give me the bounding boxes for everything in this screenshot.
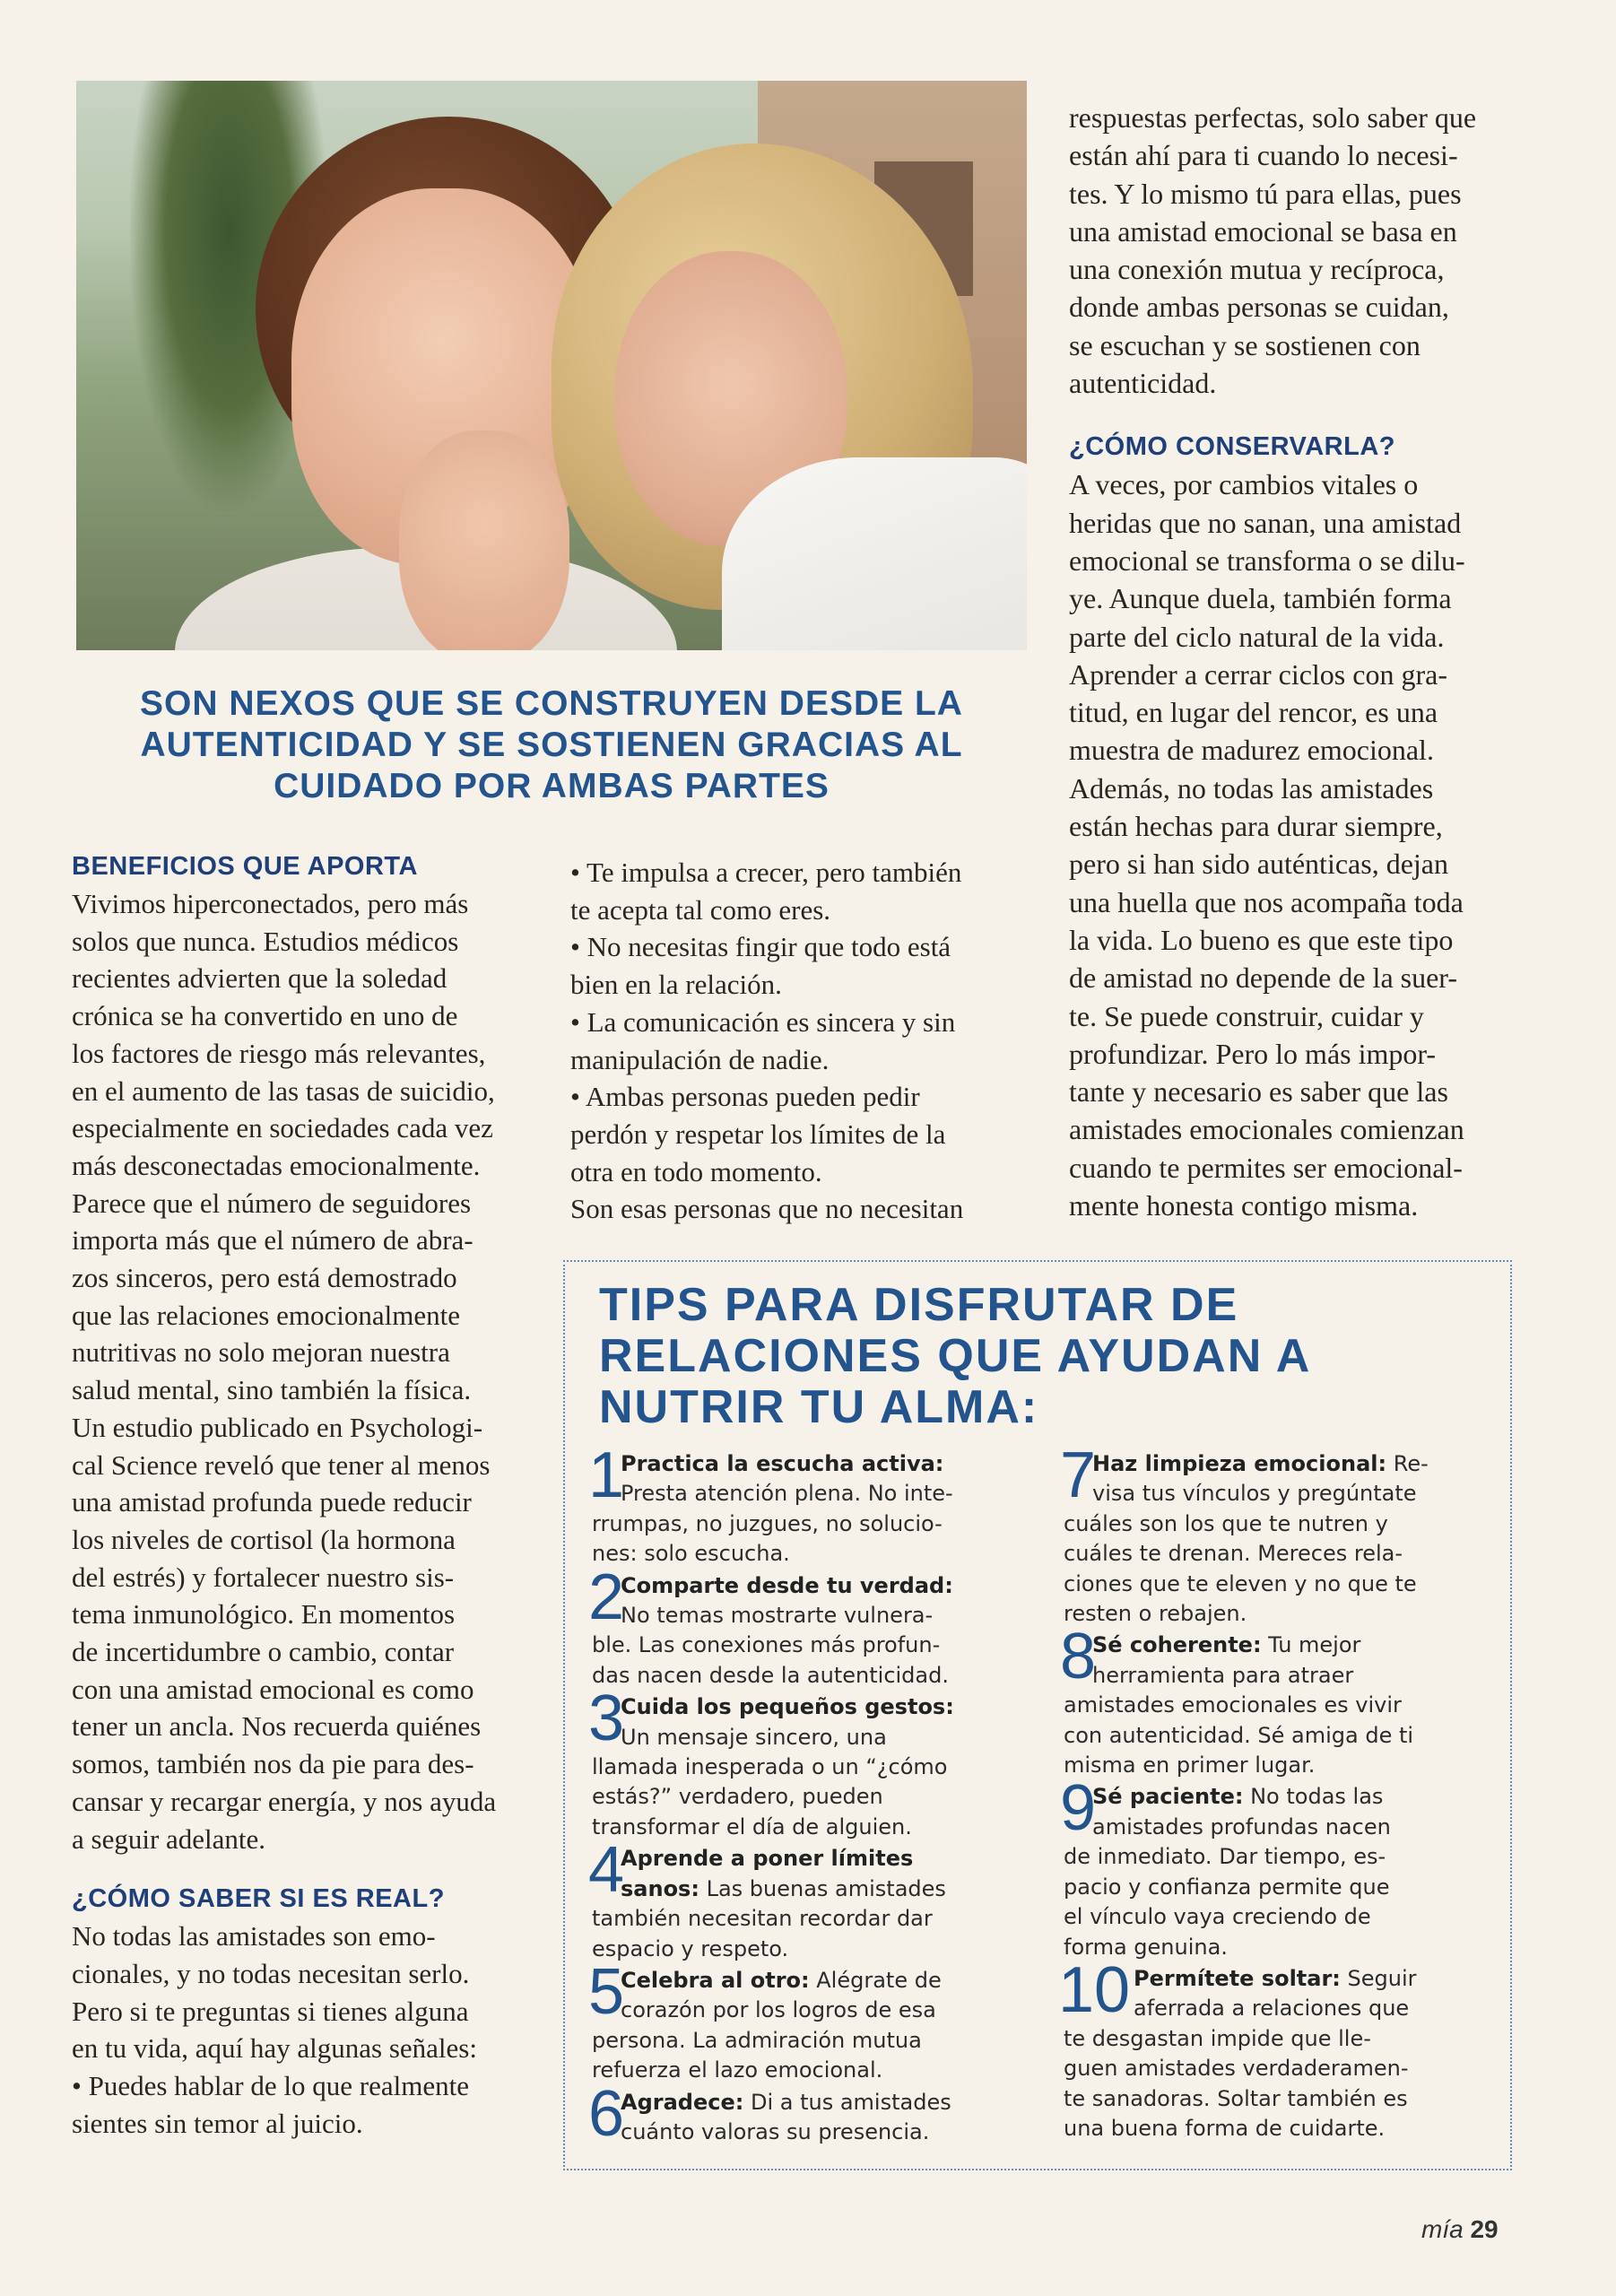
text-line: una conexión mutua y recíproca,	[1069, 253, 1445, 286]
tip-item-9	[1060, 1772, 1503, 1961]
page-footer	[1421, 2215, 1499, 2244]
tip-line: con autenticidad. Sé amiga de ti	[1064, 1722, 1414, 1748]
text-line: • No necesitas fingir que todo está	[570, 931, 951, 963]
text-line: a seguir adelante.	[72, 1822, 266, 1855]
text-line: • Te impulsa a crecer, pero también	[570, 857, 962, 888]
tip-number: 10	[1058, 1953, 1131, 2026]
tip-line: misma en primer lugar.	[1064, 1752, 1316, 1779]
tip-item-4	[588, 1834, 1040, 1964]
section-heading-beneficios: BENEFICIOS QUE APORTA	[72, 852, 418, 881]
tip-line: refuerza el lazo emocional.	[592, 2057, 883, 2083]
tip-item-2	[588, 1561, 1040, 1692]
text-line: salud mental, sino también la física.	[72, 1374, 472, 1406]
text-line: la vida. Lo bueno es que este tipo	[1069, 923, 1454, 956]
text-line: donde ambas personas se cuidan,	[1069, 291, 1449, 324]
text-line: te acepta tal como eres.	[570, 893, 831, 926]
tip-line: resten o rebajen.	[1064, 1601, 1247, 1627]
text-line: en el aumento de las tasas de suicidio,	[72, 1074, 495, 1107]
tips-box-title: TIPS PARA DISFRUTAR DE RELACIONES QUE AYUDAN A NUTRIR TU ALMA:	[599, 1279, 1312, 1433]
text-line: cuando te permites ser emocional-	[1069, 1151, 1463, 1184]
tip-line: Cuida los pequeños gestos:	[621, 1694, 954, 1720]
tip-line: Agradece: Di a tus amistades	[621, 2089, 951, 2115]
text-line: en tu vida, aquí hay algunas señales:	[72, 2032, 477, 2065]
text-line: una huella que nos acompaña toda	[1069, 885, 1464, 918]
tip-line: cuáles son los que te nutren y	[1064, 1510, 1388, 1536]
tip-item-1	[588, 1439, 1040, 1570]
tip-line: ble. Las conexiones más profun-	[592, 1632, 941, 1658]
text-line: se escuchan y se sostienen con	[1069, 328, 1421, 361]
text-line: Aprender a cerrar ciclos con gra-	[1069, 657, 1447, 691]
tip-line: Sé paciente: No todas las	[1092, 1784, 1384, 1810]
text-line: crónica se ha convertido en uno de	[72, 1000, 458, 1032]
tip-line: estás?” verdadero, pueden	[592, 1784, 883, 1810]
tip-line: pacio y confianza permite que	[1064, 1874, 1390, 1900]
text-line: autenticidad.	[1069, 367, 1217, 400]
tip-item-7	[1060, 1439, 1503, 1629]
tip-line: rrumpas, no juzgues, no solucio-	[592, 1510, 943, 1536]
text-line: recientes advierten que la soledad	[72, 962, 447, 995]
tip-line: guen amistades verdaderamen-	[1064, 2056, 1409, 2082]
tip-line: Permítete soltar: Seguir	[1134, 1965, 1417, 1991]
tips-column-right	[1058, 1439, 1503, 2145]
tip-line: herramienta para atraer	[1092, 1662, 1354, 1688]
text-line: una amistad emocional se basa en	[1069, 214, 1457, 248]
tip-number: 5	[588, 1955, 625, 2028]
text-line: especialmente en sociedades cada vez	[72, 1112, 493, 1144]
tip-item-5	[588, 1955, 1040, 2086]
text-line: profundizar. Pero lo más impor-	[1069, 1037, 1437, 1070]
tip-line: te desgastan impide que lle-	[1064, 2025, 1371, 2051]
tips-column-left	[588, 1439, 1040, 2150]
tip-item-3	[588, 1683, 1040, 1842]
tip-line: Presta atención plena. No inte-	[621, 1481, 953, 1507]
tip-number: 9	[1060, 1772, 1097, 1845]
tip-number: 8	[1060, 1621, 1097, 1693]
text-line: bien en la relación.	[570, 969, 782, 1001]
text-line: Un estudio publicado en Psychologi-	[72, 1411, 483, 1443]
text-line: una amistad profunda puede reducir	[72, 1486, 472, 1518]
tip-number: 7	[1060, 1439, 1097, 1511]
tip-line: persona. La admiración mutua	[592, 2027, 922, 2053]
text-line: muestra de madurez emocional.	[1069, 734, 1434, 767]
tip-line: transformar el día de alguien.	[592, 1813, 912, 1839]
magazine-brand: mía	[1421, 2215, 1464, 2243]
text-line: de incertidumbre o cambio, contar	[72, 1636, 455, 1668]
tip-item-6	[588, 2077, 1040, 2150]
tip-line: Practica la escucha activa:	[621, 1451, 944, 1476]
tip-line: Aprende a poner límites	[621, 1846, 914, 1872]
text-line: sientes sin temor al juicio.	[72, 2107, 363, 2139]
text-line: mente honesta contigo misma.	[1069, 1189, 1419, 1222]
tip-number: 6	[588, 2077, 625, 2150]
column-3	[1069, 99, 1476, 1224]
column-2	[570, 854, 963, 1228]
text-line: Además, no todas las amistades	[1069, 771, 1434, 804]
text-line: • La comunicación es sincera y sin	[570, 1005, 956, 1038]
tip-number: 1	[588, 1439, 625, 1511]
tip-line: llamada inesperada o un “¿cómo	[592, 1754, 948, 1780]
text-line: cal Science reveló que tener al menos	[72, 1448, 491, 1481]
text-line: más desconectadas emocionalmente.	[72, 1149, 481, 1181]
text-line: cionales, y no todas necesitan serlo.	[72, 1957, 470, 1989]
tip-line: das nacen desde la autenticidad.	[592, 1662, 949, 1688]
tip-line: también necesitan recordar dar	[592, 1906, 933, 1932]
tip-line: ciones que te eleven y no que te	[1064, 1570, 1417, 1596]
column-1	[72, 852, 496, 2143]
tip-line: sanos: Las buenas amistades	[621, 1875, 946, 1901]
text-line: están hechas para durar siempre,	[1069, 810, 1443, 843]
text-line: amistades emocionales comienzan	[1069, 1113, 1464, 1146]
text-line: No todas las amistades son emo-	[72, 1920, 436, 1952]
tip-item-10	[1058, 1953, 1503, 2144]
text-line: con una amistad emocional es como	[72, 1673, 474, 1705]
tip-line: de inmediato. Dar tiempo, es-	[1064, 1844, 1386, 1870]
text-line: están ahí para ti cuando lo necesi-	[1069, 139, 1458, 172]
text-line: heridas que no sanan, una amistad	[1069, 506, 1462, 539]
text-line: • Puedes hablar de lo que realmente	[72, 2070, 469, 2102]
tip-line: aferrada a relaciones que	[1134, 1996, 1410, 2022]
text-line: pero si han sido auténticas, dejan	[1069, 848, 1448, 881]
page-number: 29	[1470, 2215, 1499, 2243]
text-line: A veces, por cambios vitales o	[1069, 468, 1419, 501]
section-heading-como-conservarla: ¿CÓMO CONSERVARLA?	[1069, 432, 1395, 462]
pull-quote: SON NEXOS QUE SE CONSTRUYEN DESDE LA AUTENTICIDAD Y SE SOSTIENEN GRACIAS AL CUIDADO POR AMBAS PARTES	[140, 684, 963, 805]
tip-line: Celebra al otro: Alégrate de	[621, 1967, 942, 1993]
tip-line: Comparte desde tu verdad:	[621, 1572, 953, 1598]
tip-item-8	[1060, 1621, 1503, 1780]
text-line: cansar y recargar energía, y nos ayuda	[72, 1785, 497, 1817]
text-line: otra en todo momento.	[570, 1155, 822, 1187]
text-line: importa más que el número de abra-	[72, 1224, 474, 1257]
tip-line: No temas mostrarte vulnera-	[621, 1603, 934, 1629]
text-line: los factores de riesgo más relevantes,	[72, 1037, 486, 1069]
text-line: solos que nunca. Estudios médicos	[72, 925, 459, 957]
tip-line: amistades profundas nacen	[1092, 1813, 1391, 1839]
section-heading-como-saber: ¿CÓMO SABER SI ES REAL?	[72, 1884, 445, 1914]
text-line: • Ambas personas pueden pedir	[570, 1081, 920, 1113]
tip-line: te sanadoras. Soltar también es	[1064, 2085, 1408, 2111]
tip-line: una buena forma de cuidarte.	[1064, 2115, 1386, 2141]
tip-line: espacio y respeto.	[592, 1935, 789, 1961]
tip-line: visa tus vínculos y pregúntate	[1092, 1481, 1417, 1507]
tip-line: cuáles te drenan. Mereces rela-	[1064, 1541, 1403, 1567]
text-line: del estrés) y fortalecer nuestro sis-	[72, 1561, 455, 1593]
text-line: parte del ciclo natural de la vida.	[1069, 620, 1445, 653]
tip-line: corazón por los logros de esa	[621, 1997, 936, 2023]
text-line: tener un ancla. Nos recuerda quiénes	[72, 1710, 482, 1743]
text-line: te. Se puede construir, cuidar y	[1069, 999, 1424, 1032]
text-line: nutritivas no solo mejoran nuestra	[72, 1336, 450, 1369]
tip-number: 2	[588, 1561, 625, 1633]
text-line: respuestas perfectas, solo saber que	[1069, 101, 1477, 134]
text-line: somos, también nos da pie para des-	[72, 1748, 474, 1780]
text-line: emocional se transforma o se dilu-	[1069, 544, 1465, 577]
text-line: los niveles de cortisol (la hormona	[72, 1523, 456, 1555]
tip-line: Un mensaje sincero, una	[621, 1724, 887, 1750]
text-line: zos sinceros, pero está demostrado	[72, 1262, 457, 1294]
text-line: Son esas personas que no necesitan	[570, 1193, 964, 1225]
text-line: manipulación de nadie.	[570, 1043, 830, 1075]
text-line: tes. Y lo mismo tú para ellas, pues	[1069, 177, 1462, 210]
tip-line: el vínculo vaya creciendo de	[1064, 1904, 1371, 1930]
tip-line: forma genuina.	[1064, 1934, 1228, 1960]
text-line: de amistad no depende de la suer-	[1069, 961, 1457, 995]
text-line: perdón y respetar los límites de la	[570, 1118, 946, 1150]
text-line: ye. Aunque duela, también forma	[1069, 582, 1452, 615]
tip-line: amistades emocionales es vivir	[1064, 1692, 1402, 1718]
text-line: Pero si te preguntas si tienes alguna	[72, 1995, 469, 2027]
tip-line: nes: solo escucha.	[592, 1541, 790, 1567]
tip-line: Sé coherente: Tu mejor	[1092, 1632, 1361, 1658]
photo-two-women	[76, 81, 1027, 650]
text-line: tante y necesario es saber que las	[1069, 1075, 1448, 1109]
text-line: titud, en lugar del rencor, es una	[1069, 696, 1438, 729]
tip-line: cuánto valoras su presencia.	[621, 2118, 930, 2144]
tip-number: 4	[588, 1834, 625, 1907]
tip-number: 3	[588, 1683, 625, 1755]
text-line: tema inmunológico. En momentos	[72, 1598, 456, 1631]
text-line: que las relaciones emocionalmente	[72, 1299, 460, 1331]
text-line: Vivimos hiperconectados, pero más	[72, 888, 469, 919]
tip-line: Haz limpieza emocional: Re-	[1092, 1451, 1429, 1476]
text-line: Parece que el número de seguidores	[72, 1187, 472, 1219]
